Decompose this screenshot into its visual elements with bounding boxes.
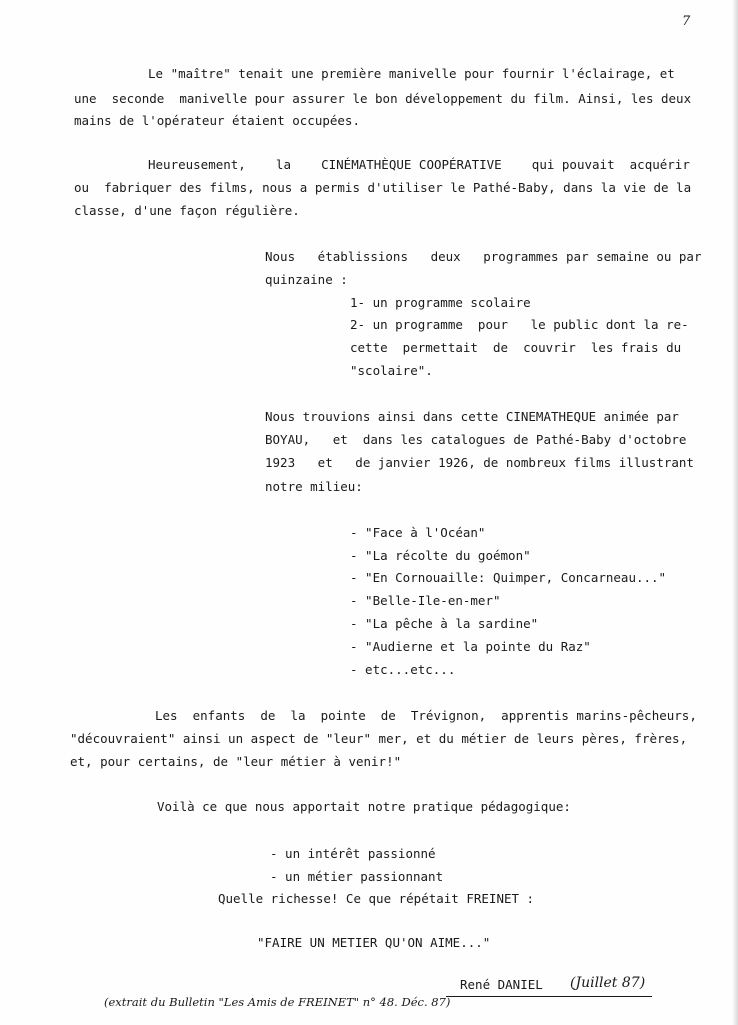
film-list-item: - "Audierne et la pointe du Raz": [350, 639, 591, 654]
benefit-item-1: - un intérêt passionné: [270, 846, 436, 861]
benefit-item-2: - un métier passionnant: [270, 869, 444, 884]
film-list-item: - "En Cornouaille: Quimper, Concarneau...": [350, 570, 667, 585]
freinet-quote: "FAIRE UN METIER QU'ON AIME...": [257, 935, 491, 950]
page-number: 7: [682, 14, 691, 29]
paragraph-3-line-2: quinzaine :: [265, 272, 348, 287]
paragraph-2-line-1: Heureusement, la CINÉMATHÈQUE COOPÉRATIVE qui pouvait acquérir: [148, 157, 690, 172]
paragraph-4-line-2: BOYAU, et dans les catalogues de Pathé-Baby d'octobre: [265, 432, 687, 447]
film-list-item: - "La récolte du goémon": [350, 548, 531, 563]
signature-underline: [446, 996, 652, 997]
film-list-item: - "Belle-Ile-en-mer": [350, 593, 501, 608]
closing-paragraph-line-2: "découvraient" ainsi un aspect de "leur" mer, et du métier de leurs pères, frères,: [70, 731, 688, 746]
paragraph-4-line-1: Nous trouvions ainsi dans cette CINEMATHEQUE animée par: [265, 409, 679, 424]
film-list-item: - "Face à l'Océan": [350, 525, 486, 540]
closing-paragraph-line-3: et, pour certains, de "leur métier à venir!": [70, 754, 402, 769]
program-item-2-line-1: 2- un programme pour le public dont la re-: [350, 317, 689, 332]
pedagogy-sentence: Voilà ce que nous apportait notre pratique pédagogique:: [157, 799, 571, 814]
film-list-item: - "La pêche à la sardine": [350, 616, 539, 631]
paragraph-2-line-3: classe, d'une façon régulière.: [74, 203, 300, 218]
paragraph-1-line-3: mains de l'opérateur étaient occupées.: [74, 113, 360, 128]
film-list-item: - etc...etc...: [350, 662, 456, 677]
paragraph-4-line-4: notre milieu:: [265, 479, 363, 494]
signature-date: (Juillet 87): [570, 975, 646, 991]
author-name: René DANIEL: [460, 977, 543, 992]
source-footnote: (extrait du Bulletin "Les Amis de FREINET" n° 48. Déc. 87): [104, 995, 451, 1009]
paragraph-3-line-1: Nous établissions deux programmes par semaine ou par: [265, 249, 702, 264]
program-item-2-line-2: cette permettait de couvrir les frais du: [350, 340, 682, 355]
paragraph-4-line-3: 1923 et de janvier 1926, de nombreux films illustrant: [265, 455, 694, 470]
program-item-1: 1- un programme scolaire: [350, 295, 531, 310]
paragraph-1-line-1: Le "maître" tenait une première manivelle pour fournir l'éclairage, et: [148, 66, 675, 81]
page-edge-shadow: [732, 0, 738, 1025]
program-item-2-line-3: "scolaire".: [350, 363, 433, 378]
freinet-sentence: Quelle richesse! Ce que répétait FREINET :: [218, 891, 535, 906]
paragraph-2-line-2: ou fabriquer des films, nous a permis d'utiliser le Pathé-Baby, dans la vie de la: [74, 180, 692, 195]
closing-paragraph-line-1: Les enfants de la pointe de Trévignon, apprentis marins-pêcheurs,: [155, 708, 697, 723]
paragraph-1-line-2: une seconde manivelle pour assurer le bon développement du film. Ainsi, les deux: [74, 91, 692, 106]
